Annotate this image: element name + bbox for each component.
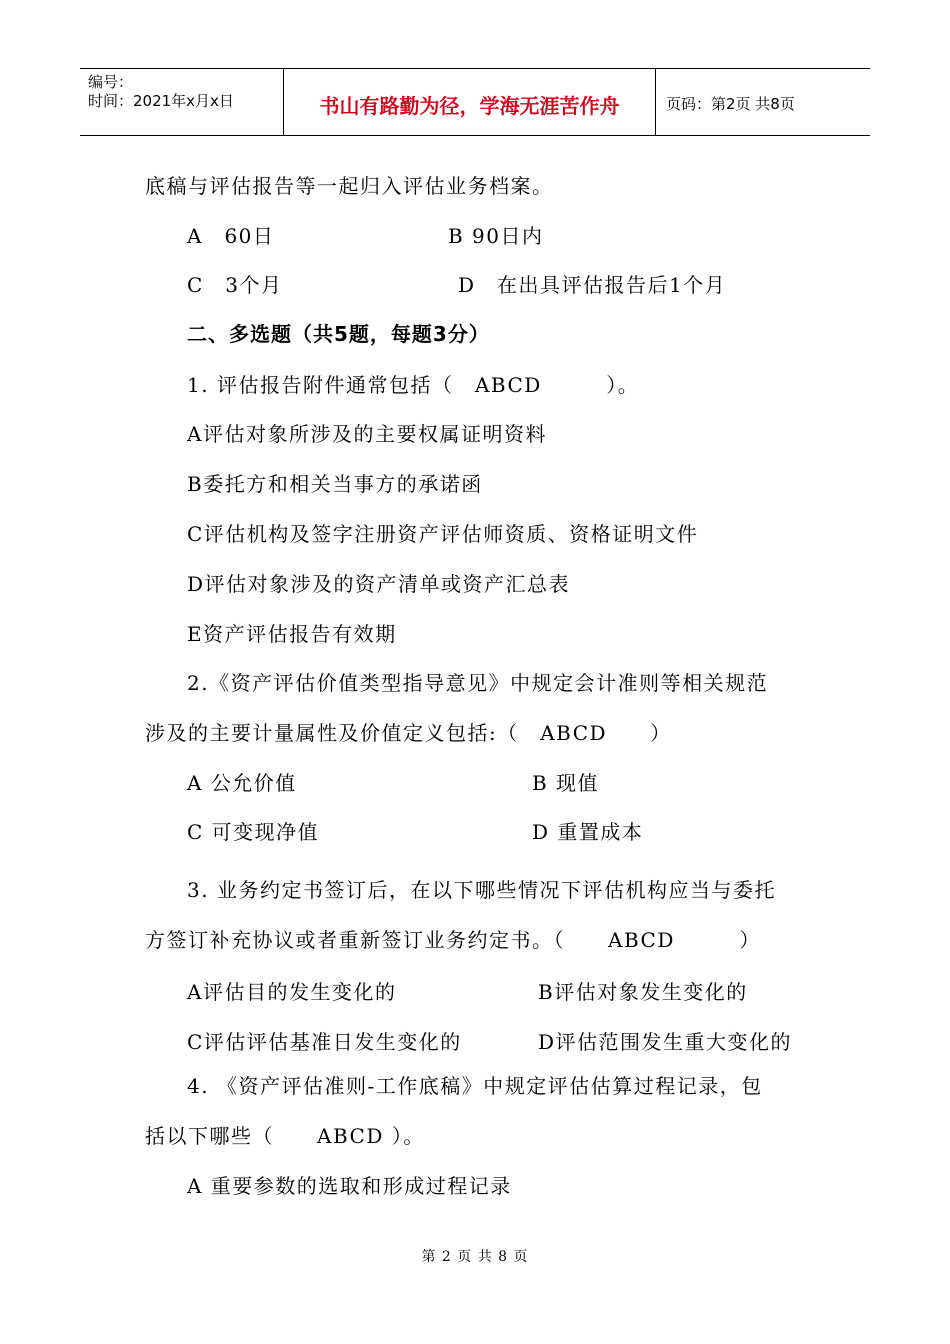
question-1: 1. 评估报告附件通常包括（ ABCD ）。	[187, 373, 640, 397]
option-a: A 公允价值	[187, 771, 297, 795]
text-line: 底稿与评估报告等一起归入评估业务档案。	[145, 174, 554, 198]
option-d: D 在出具评估报告后1个月	[458, 273, 727, 297]
option-a: A 60日	[187, 224, 275, 248]
question-2: 2.《资产评估价值类型指导意见》中规定会计准则等相关规范	[187, 671, 769, 695]
option-d: D评估对象涉及的资产清单或资产汇总表	[187, 572, 571, 596]
section-heading: 二、多选题（共5题，每题3分）	[187, 322, 490, 346]
header-motto: 书山有路勤为径，学海无涯苦作舟	[284, 69, 656, 135]
option-d: D 重置成本	[532, 820, 644, 844]
page-header	[80, 68, 870, 136]
option-a: A 重要参数的选取和形成过程记录	[187, 1174, 512, 1198]
option-c: C评估评估基准日发生变化的	[187, 1030, 462, 1054]
question-2-cont: 涉及的主要计量属性及价值定义包括:（ ABCD ）	[145, 721, 672, 745]
option-e: E资产评估报告有效期	[187, 622, 397, 646]
option-d: D评估范围发生重大变化的	[538, 1030, 793, 1054]
question-4-cont: 括以下哪些（ ABCD ）。	[145, 1124, 425, 1148]
header-page-info: 页码：第2页 共8页	[666, 94, 795, 113]
question-3-cont: 方签订补充协议或者重新签订业务约定书。（ ABCD ）	[145, 928, 761, 952]
header-meta	[80, 69, 284, 135]
option-a: A评估对象所涉及的主要权属证明资料	[187, 422, 547, 446]
option-c: C评估机构及签字注册资产评估师资质、资格证明文件	[187, 522, 699, 546]
option-c: C 可变现净值	[187, 820, 320, 844]
date-label: 时间：2021年x月x日	[88, 92, 234, 110]
option-b: B评估对象发生变化的	[538, 980, 748, 1004]
question-3: 3. 业务约定书签订后，在以下哪些情况下评估机构应当与委托	[187, 878, 776, 902]
option-a: A评估目的发生变化的	[187, 980, 397, 1004]
question-4: 4. 《资产评估准则-工作底稿》中规定评估估算过程记录，包	[187, 1074, 763, 1098]
number-label: 编号：	[88, 73, 134, 91]
option-b: B 现值	[532, 771, 600, 795]
option-b: B委托方和相关当事方的承诺函	[187, 472, 483, 496]
option-c: C 3个月	[187, 273, 283, 297]
option-b: B 90日内	[448, 224, 544, 248]
page-footer: 第 2 页 共 8 页	[421, 1249, 529, 1265]
